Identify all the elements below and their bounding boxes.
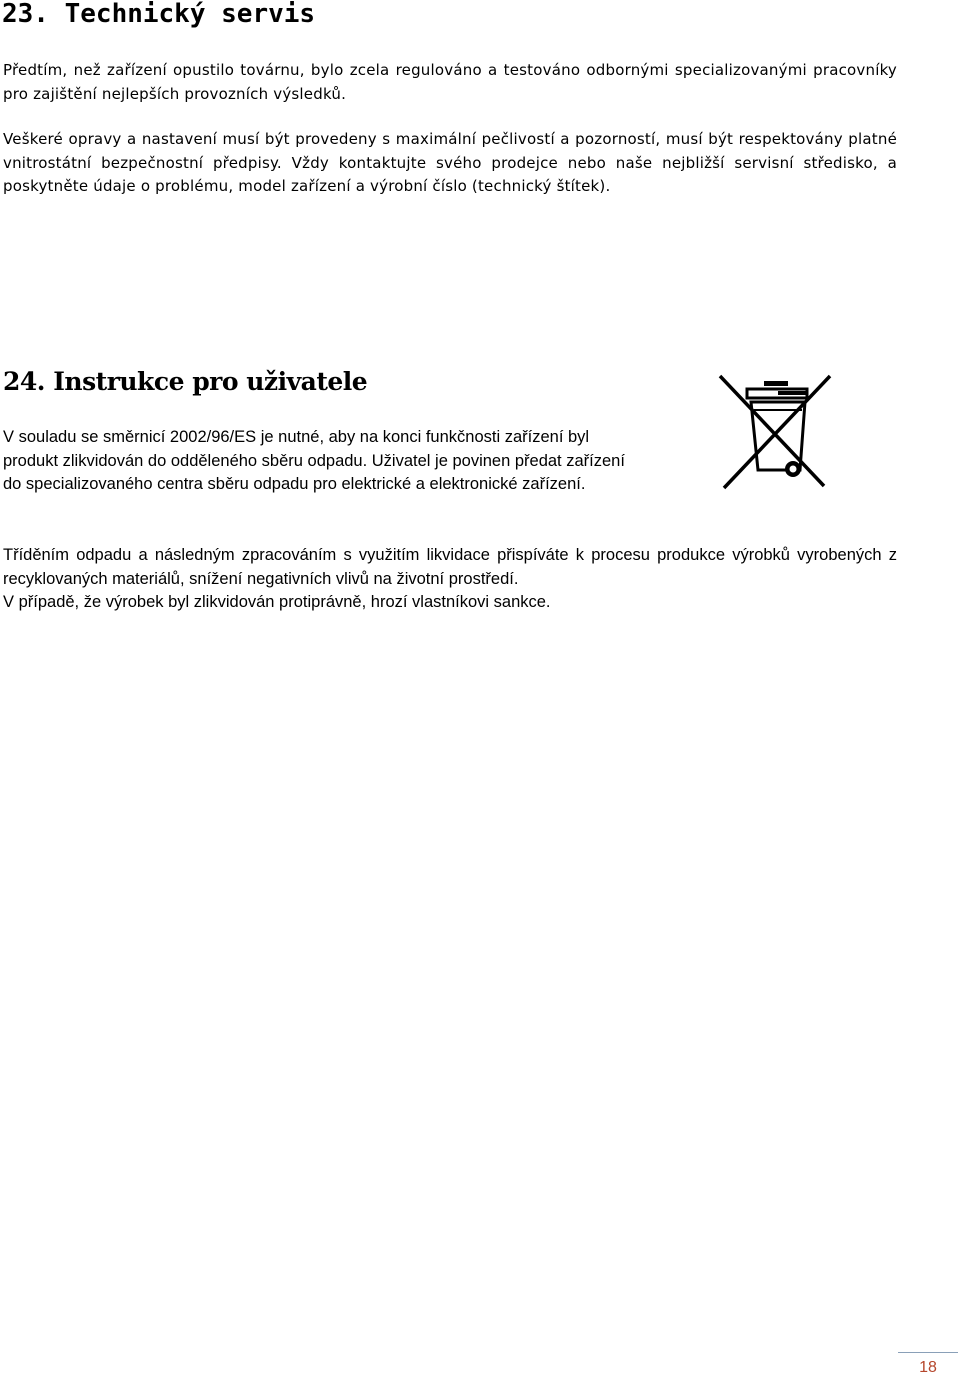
section-23-paragraph-1: Předtím, než zařízení opustilo továrnu, bylo zcela regulováno a testováno odbornými specializovanými pracovníky pro zajištění nejlepších provozních výsledků. bbox=[3, 61, 897, 103]
page-number-rule bbox=[898, 1352, 958, 1353]
crossed-out-wheelie-bin-icon bbox=[716, 372, 834, 490]
page-number: 18 bbox=[919, 1359, 937, 1376]
section-24-paragraph-2: Tříděním odpadu a následným zpracováním s využitím likvidace přispíváte k procesu produkce výrobků vyrobených z recyklovaných materiálů, snížení negativních vlivů na životní prostředí. bbox=[3, 546, 897, 588]
section-24-heading: 24. Instrukce pro uživatele bbox=[3, 367, 368, 396]
section-23-paragraph-2: Veškeré opravy a nastavení musí být provedeny s maximální pečlivostí a pozorností, musí být respektovány platné vnitrostátní bezpečnostní předpisy. Vždy kontaktujte svého prodejce nebo naše nejbližší servisní středisko, a poskytněte údaje o problému, model zařízení a výrobní číslo (technický štítek). bbox=[3, 130, 897, 195]
section-24-paragraph-1: V souladu se směrnicí 2002/96/ES je nutné, aby na konci funkčnosti zařízení byl produkt zlikvidován do odděleného sběru odpadu. Uživatel je povinen předat zařízení do specializovaného centra sběru odpadu pro elektrické a elektronické zařízení. bbox=[3, 428, 625, 493]
section-23-heading: 23. Technický servis bbox=[2, 0, 316, 29]
section-24-paragraph-3: V případě, že výrobek byl zlikvidován protiprávně, hrozí vlastníkovi sankce. bbox=[3, 593, 551, 611]
